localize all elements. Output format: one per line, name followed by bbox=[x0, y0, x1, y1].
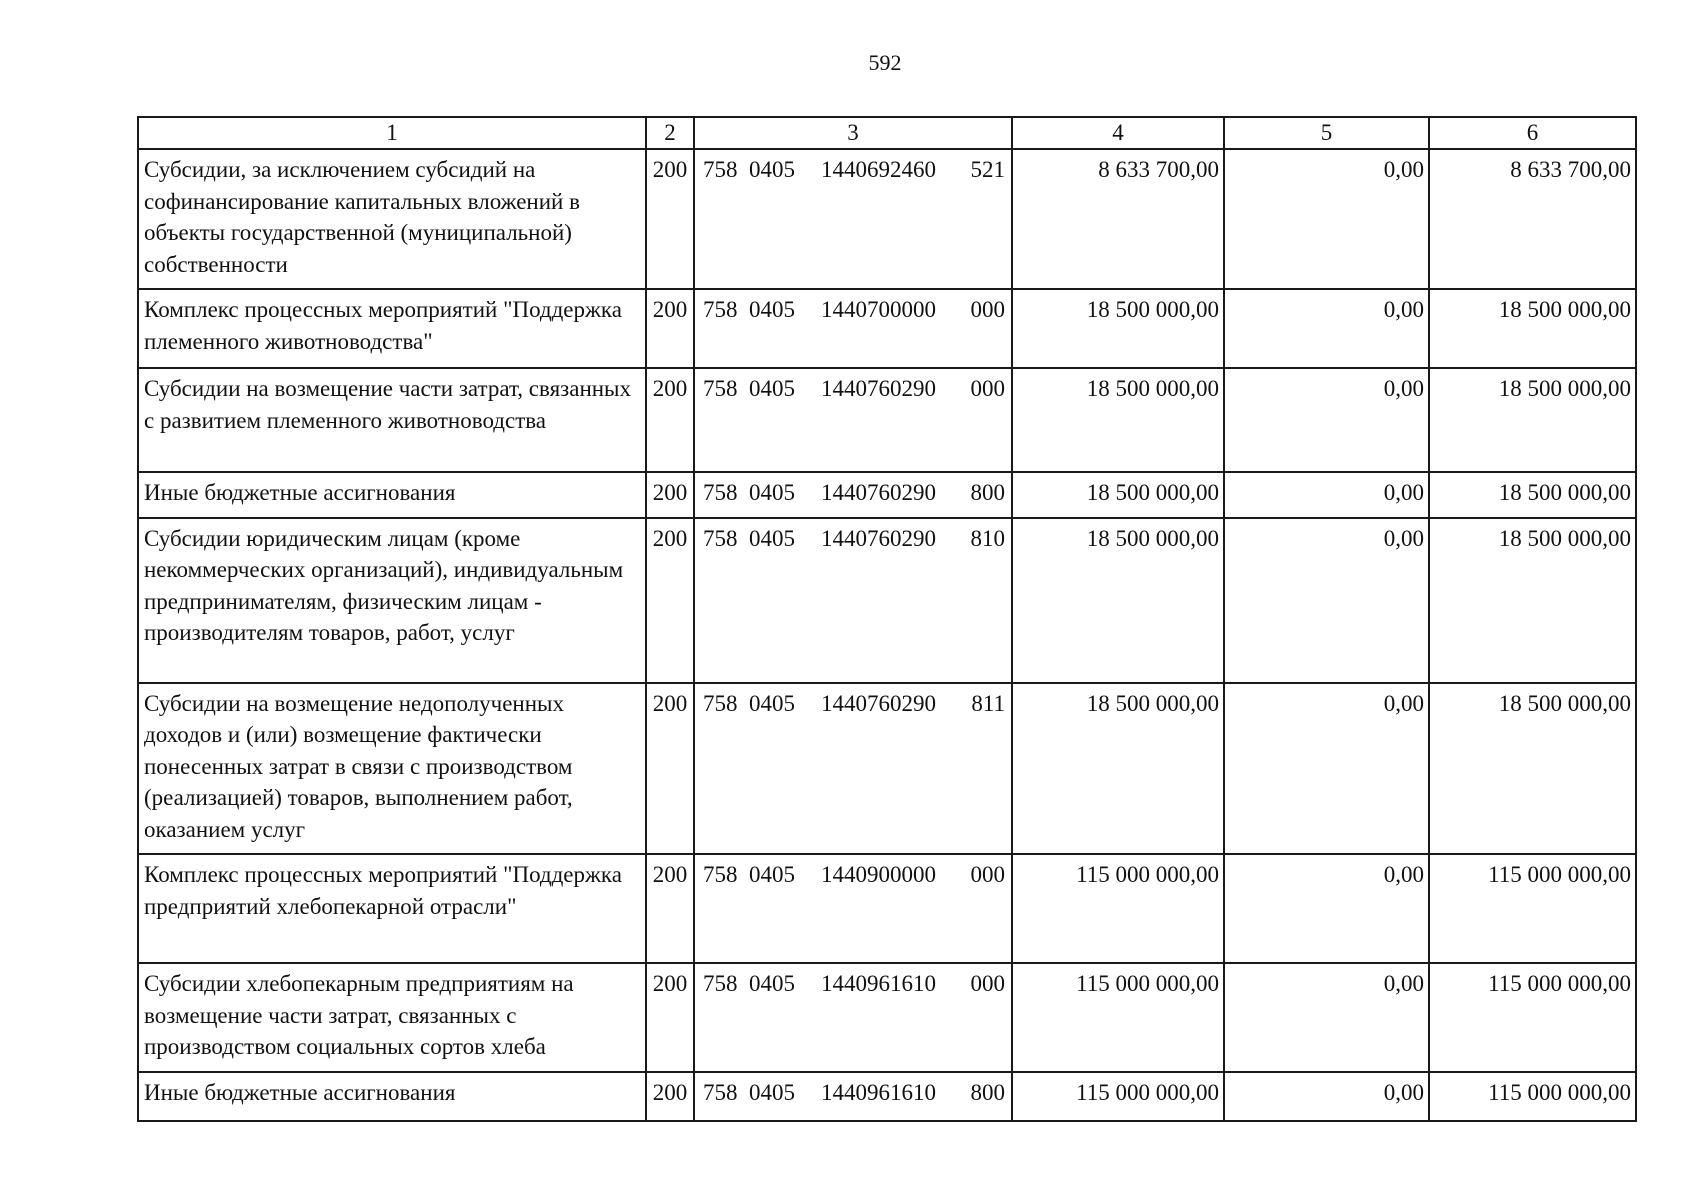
code-section: 0405 bbox=[749, 862, 795, 887]
row-name: Комплекс процессных мероприятий "Поддержка племенного животноводства" bbox=[138, 289, 646, 368]
row-col-6: 8 633 700,00 bbox=[1429, 149, 1636, 289]
code-target: 1440692460 bbox=[821, 157, 936, 182]
row-col-3 bbox=[694, 518, 1012, 683]
code-section: 0405 bbox=[749, 157, 795, 182]
code-target: 1440961610 bbox=[821, 1079, 936, 1105]
row-col-6: 115 000 000,00 bbox=[1429, 963, 1636, 1072]
code-type: 000 bbox=[970, 376, 1005, 401]
row-col-3 bbox=[694, 963, 1012, 1072]
row-col-5: 0,00 bbox=[1224, 518, 1429, 683]
budget-table bbox=[137, 116, 1637, 1122]
code-target: 1440760290 bbox=[821, 690, 936, 716]
table-row bbox=[138, 472, 1636, 518]
code-target: 1440900000 bbox=[821, 862, 936, 887]
row-col-3 bbox=[694, 854, 1012, 963]
code-section: 0405 bbox=[749, 971, 795, 996]
table-row bbox=[138, 289, 1636, 368]
table-row bbox=[138, 963, 1636, 1072]
code-type: 000 bbox=[970, 297, 1005, 322]
row-col-4: 18 500 000,00 bbox=[1012, 518, 1224, 683]
row-col-2: 200 bbox=[646, 472, 694, 518]
row-col-5: 0,00 bbox=[1224, 683, 1429, 855]
row-col-2: 200 bbox=[646, 854, 694, 963]
row-col-2: 200 bbox=[646, 289, 694, 368]
code-type: 811 bbox=[971, 690, 1005, 716]
code-ministry: 758 bbox=[703, 690, 738, 716]
column-header-2: 2 bbox=[646, 117, 694, 149]
row-col-6: 18 500 000,00 bbox=[1429, 368, 1636, 472]
row-col-6: 18 500 000,00 bbox=[1429, 518, 1636, 683]
code-type: 800 bbox=[970, 1079, 1005, 1105]
row-col-6: 18 500 000,00 bbox=[1429, 289, 1636, 368]
row-col-3 bbox=[694, 289, 1012, 368]
code-ministry: 758 bbox=[703, 971, 738, 996]
code-ministry: 758 bbox=[703, 376, 738, 401]
code-section: 0405 bbox=[749, 525, 795, 551]
row-name: Субсидии, за исключением субсидий на софинансирование капитальных вложений в объекты государственной (муниципальной) собственности bbox=[138, 149, 646, 289]
row-col-4: 115 000 000,00 bbox=[1012, 1072, 1224, 1121]
row-col-3 bbox=[694, 1072, 1012, 1121]
code-target: 1440961610 bbox=[821, 971, 936, 996]
row-col-6: 115 000 000,00 bbox=[1429, 1072, 1636, 1121]
table-row bbox=[138, 1072, 1636, 1121]
row-name: Иные бюджетные ассигнования bbox=[138, 1072, 646, 1121]
table-row bbox=[138, 518, 1636, 683]
table-body bbox=[138, 149, 1636, 1121]
page-number: 592 bbox=[868, 50, 902, 75]
code-section: 0405 bbox=[749, 376, 795, 401]
table-row bbox=[138, 149, 1636, 289]
row-name: Субсидии на возмещение недополученных доходов и (или) возмещение фактически понесенных затрат в связи с производством (реализацией) товаров, выполнением работ, оказанием услуг bbox=[138, 683, 646, 855]
row-col-6: 18 500 000,00 bbox=[1429, 683, 1636, 855]
column-header-4: 4 bbox=[1012, 117, 1224, 149]
code-ministry: 758 bbox=[703, 480, 738, 505]
row-col-3 bbox=[694, 472, 1012, 518]
table-header-row bbox=[138, 117, 1636, 149]
row-col-4: 18 500 000,00 bbox=[1012, 368, 1224, 472]
code-ministry: 758 bbox=[703, 525, 738, 551]
table-row bbox=[138, 683, 1636, 855]
row-col-5: 0,00 bbox=[1224, 854, 1429, 963]
column-header-5: 5 bbox=[1224, 117, 1429, 149]
code-target: 1440760290 bbox=[821, 376, 936, 401]
code-target: 1440760290 bbox=[821, 525, 936, 551]
code-ministry: 758 bbox=[703, 297, 738, 322]
row-name: Субсидии на возмещение части затрат, связанных с развитием племенного животноводства bbox=[138, 368, 646, 472]
row-col-3 bbox=[694, 683, 1012, 855]
row-col-5: 0,00 bbox=[1224, 963, 1429, 1072]
code-section: 0405 bbox=[749, 297, 795, 322]
row-name: Субсидии хлебопекарным предприятиям на возмещение части затрат, связанных с производством социальных сортов хлеба bbox=[138, 963, 646, 1072]
row-name: Иные бюджетные ассигнования bbox=[138, 472, 646, 518]
code-section: 0405 bbox=[749, 690, 795, 716]
row-col-6: 18 500 000,00 bbox=[1429, 472, 1636, 518]
row-col-2: 200 bbox=[646, 683, 694, 855]
row-col-5: 0,00 bbox=[1224, 149, 1429, 289]
row-col-4: 115 000 000,00 bbox=[1012, 854, 1224, 963]
table-row bbox=[138, 368, 1636, 472]
row-col-3 bbox=[694, 149, 1012, 289]
column-header-6: 6 bbox=[1429, 117, 1636, 149]
row-col-2: 200 bbox=[646, 368, 694, 472]
code-type: 800 bbox=[970, 480, 1005, 505]
column-header-1: 1 bbox=[138, 117, 646, 149]
code-type: 810 bbox=[970, 525, 1005, 551]
code-type: 000 bbox=[970, 971, 1005, 996]
code-section: 0405 bbox=[749, 1079, 795, 1105]
code-ministry: 758 bbox=[703, 157, 738, 182]
row-name: Субсидии юридическим лицам (кроме некоммерческих организаций), индивидуальным предпринимателям, физическим лицам - производителям товаров, работ, услуг bbox=[138, 518, 646, 683]
code-ministry: 758 bbox=[703, 1079, 738, 1105]
code-type: 000 bbox=[970, 862, 1005, 887]
row-col-3 bbox=[694, 368, 1012, 472]
row-col-5: 0,00 bbox=[1224, 368, 1429, 472]
row-col-2: 200 bbox=[646, 518, 694, 683]
code-target: 1440760290 bbox=[821, 480, 936, 505]
row-col-2: 200 bbox=[646, 963, 694, 1072]
row-name: Комплекс процессных мероприятий "Поддержка предприятий хлебопекарной отрасли" bbox=[138, 854, 646, 963]
row-col-4: 18 500 000,00 bbox=[1012, 683, 1224, 855]
row-col-4: 18 500 000,00 bbox=[1012, 289, 1224, 368]
row-col-4: 8 633 700,00 bbox=[1012, 149, 1224, 289]
row-col-2: 200 bbox=[646, 149, 694, 289]
row-col-2: 200 bbox=[646, 1072, 694, 1121]
row-col-5: 0,00 bbox=[1224, 289, 1429, 368]
row-col-4: 18 500 000,00 bbox=[1012, 472, 1224, 518]
row-col-5: 0,00 bbox=[1224, 472, 1429, 518]
code-section: 0405 bbox=[749, 480, 795, 505]
row-col-5: 0,00 bbox=[1224, 1072, 1429, 1121]
code-ministry: 758 bbox=[703, 862, 738, 887]
code-type: 521 bbox=[970, 157, 1005, 182]
row-col-4: 115 000 000,00 bbox=[1012, 963, 1224, 1072]
row-col-6: 115 000 000,00 bbox=[1429, 854, 1636, 963]
table-row bbox=[138, 854, 1636, 963]
column-header-3: 3 bbox=[694, 117, 1012, 149]
code-target: 1440700000 bbox=[821, 297, 936, 322]
